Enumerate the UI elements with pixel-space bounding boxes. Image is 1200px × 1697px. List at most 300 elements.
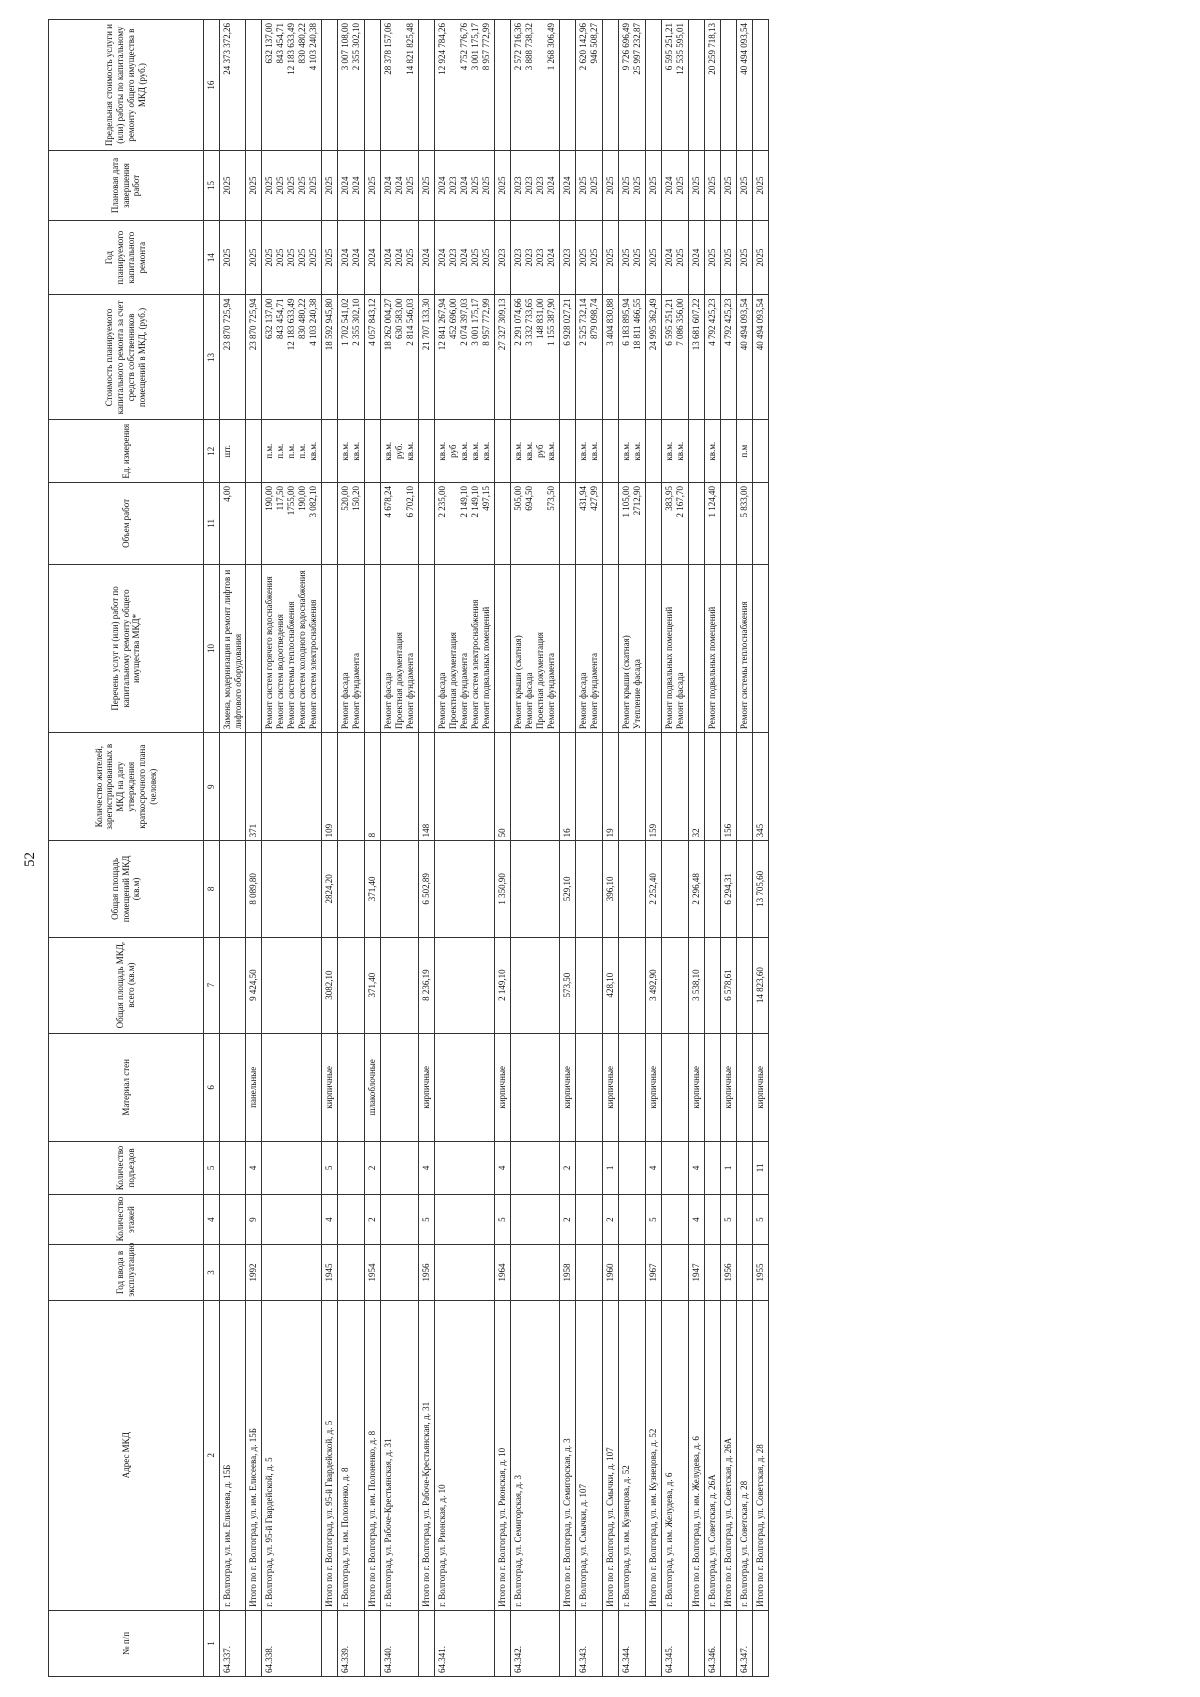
work-list-line: Ремонт фасада — [383, 672, 394, 730]
planned-year-line: 2025 — [221, 248, 232, 267]
column-header: Год ввода в эксплуатацию — [49, 1245, 204, 1300]
cost-limit — [662, 20, 689, 151]
resident-count: 32 — [689, 733, 705, 841]
work-list-line: Ремонт крыши (скатная) — [513, 635, 524, 730]
completion-date-line: 2025 — [755, 176, 766, 195]
entrance-count — [338, 1141, 365, 1194]
work-list — [603, 564, 619, 732]
unit-line: кв.м. — [524, 441, 535, 461]
cost-limit — [419, 20, 435, 151]
year-built: 1958 — [560, 1245, 576, 1300]
address: г. Волгоград, ул. Смычки, д. 107 — [576, 1300, 603, 1610]
wall-material — [262, 1033, 322, 1141]
work-volume — [322, 483, 338, 565]
completion-date-line: 2025 — [589, 176, 600, 195]
unit-line: кв.м. — [383, 441, 394, 461]
planned-year-line: 2024 — [664, 248, 675, 267]
work-list-line: Ремонт фасада — [675, 672, 686, 730]
work-volume-line: 190,00 — [297, 486, 308, 511]
wall-material: кирпичные — [753, 1033, 769, 1141]
work-list-line: Ремонт системы теплоснабжения — [286, 601, 297, 730]
work-volume — [576, 483, 603, 565]
work-volume — [662, 483, 689, 565]
floor-count — [338, 1194, 365, 1245]
unit — [262, 420, 322, 483]
address: Итого по г. Волгоград, ул. им. Полоненко, д. 8 — [365, 1300, 381, 1610]
work-list — [705, 564, 721, 732]
total-area — [381, 937, 419, 1033]
address: г. Волгоград, ул. Семигорская, д. 3 — [511, 1300, 560, 1610]
work-list-line: Ремонт систем электроснабжения — [470, 599, 481, 730]
address: Итого по г. Волгоград, ул. им. Кузнецова, д. 52 — [646, 1300, 662, 1610]
unit — [560, 420, 576, 483]
cost-limit-line: 1 268 306,49 — [546, 23, 557, 71]
planned-cost-line: 6 595 251,21 — [664, 298, 675, 346]
planned-cost-line: 24 995 362,49 — [648, 298, 659, 351]
work-list-line: Ремонт фундамента — [546, 652, 557, 730]
address: г. Волгоград, ул. 95-й Гвардейской, д. 5 — [262, 1300, 322, 1610]
unit-line: шт. — [221, 445, 232, 458]
planned-year-line: 2025 — [481, 248, 492, 267]
year-built: 1964 — [495, 1245, 511, 1300]
planned-cost-line: 40 494 093,54 — [739, 298, 750, 351]
planned-cost-line: 452 696,00 — [448, 298, 459, 339]
resident-count: 371 — [246, 733, 262, 841]
planned-cost-line: 4 792 425,23 — [723, 298, 734, 346]
planned-year-line: 2025 — [264, 248, 275, 267]
entrance-count — [576, 1141, 603, 1194]
header-row — [49, 20, 204, 1677]
premises-area: 2824,20 — [322, 841, 338, 937]
entrance-count — [435, 1141, 495, 1194]
unit-line: руб — [448, 444, 459, 458]
work-volume — [262, 483, 322, 565]
planned-year — [753, 220, 769, 295]
planned-cost-line: 4 792 425,23 — [707, 298, 718, 346]
unit — [322, 420, 338, 483]
cost-limit — [246, 20, 262, 151]
cost-limit-line: 4 752 776,76 — [459, 23, 470, 71]
unit-line: кв.м. — [513, 441, 524, 461]
address: Итого по г. Волгоград, ул. Семигорская, д. 3 — [560, 1300, 576, 1610]
year-built — [662, 1245, 689, 1300]
work-list-line: Ремонт фундамента — [459, 652, 470, 730]
column-header: Материал стен — [49, 1033, 204, 1141]
cost-limit — [365, 20, 381, 151]
completion-date-line: 2025 — [470, 176, 481, 195]
column-header: Перечень услуг и (или) работ по капитальному ремонту общего имущества МКД* — [49, 564, 204, 732]
unit-line: п.м. — [275, 443, 286, 459]
address: Итого по г. Волгоград, ул. Советская, д. 28 — [753, 1300, 769, 1610]
work-volume — [365, 483, 381, 565]
cost-limit-line: 946 508,27 — [589, 23, 600, 64]
page-number: 52 — [22, 852, 38, 867]
planned-year — [322, 220, 338, 295]
address: Итого по г. Волгоград, ул. Рионская, д. 10 — [495, 1300, 511, 1610]
floor-count: 2 — [603, 1194, 619, 1245]
resident-count: 159 — [646, 733, 662, 841]
work-volume — [705, 483, 721, 565]
planned-cost — [603, 295, 619, 420]
cost-limit-line: 4 103 240,38 — [308, 23, 319, 71]
column-header: Количество жителей, зарегистрированных в МКД на дату утверждения краткосрочного плана (человек) — [49, 733, 204, 841]
column-number: 7 — [204, 937, 220, 1033]
column-header: Ед. измерения — [49, 420, 204, 483]
premises-area — [338, 841, 365, 937]
floor-count: 5 — [721, 1194, 737, 1245]
completion-date-line: 2025 — [497, 176, 508, 195]
resident-count — [435, 733, 495, 841]
table-row — [560, 20, 576, 1677]
wall-material: кирпичные — [689, 1033, 705, 1141]
cost-limit-line: 2 355 302,10 — [351, 23, 362, 71]
completion-date — [603, 151, 619, 221]
column-number: 10 — [204, 564, 220, 732]
floor-count — [705, 1194, 721, 1245]
completion-date-line: 2024 — [394, 176, 405, 195]
row-number: 64.344. — [619, 1610, 646, 1676]
planned-year-line: 2025 — [324, 248, 335, 267]
completion-date — [262, 151, 322, 221]
cost-limit — [721, 20, 737, 151]
table-row — [737, 20, 753, 1677]
planned-year — [646, 220, 662, 295]
cost-limit — [705, 20, 721, 151]
premises-area — [381, 841, 419, 937]
table-row — [262, 20, 322, 1677]
table-row — [511, 20, 560, 1677]
work-volume-line: 150,20 — [351, 486, 362, 511]
row-number: 64.341. — [435, 1610, 495, 1676]
column-header: Общая площадь МКД, всего (кв.м) — [49, 937, 204, 1033]
work-volume-line: 2 149,10 — [459, 486, 470, 518]
floor-count: 9 — [246, 1194, 262, 1245]
year-built — [338, 1245, 365, 1300]
work-volume-line: 2 149,10 — [470, 486, 481, 518]
total-area: 428,10 — [603, 937, 619, 1033]
completion-date-line: 2025 — [248, 176, 259, 195]
unit — [419, 420, 435, 483]
completion-date — [619, 151, 646, 221]
planned-year-line: 2025 — [248, 248, 259, 267]
floor-count: 5 — [753, 1194, 769, 1245]
unit — [511, 420, 560, 483]
floor-count — [619, 1194, 646, 1245]
planned-cost-line: 27 327 309,13 — [497, 298, 508, 351]
total-area: 8 236,19 — [419, 937, 435, 1033]
wall-material — [662, 1033, 689, 1141]
entrance-count — [511, 1141, 560, 1194]
planned-cost-line: 1 702 541,02 — [340, 298, 351, 346]
work-volume — [511, 483, 560, 565]
unit — [246, 420, 262, 483]
table-row — [689, 20, 705, 1677]
resident-count — [219, 733, 246, 841]
column-header: Плановая дата завершения работ — [49, 151, 204, 221]
floor-count — [262, 1194, 322, 1245]
row-number: 64.339. — [338, 1610, 365, 1676]
planned-cost — [419, 295, 435, 420]
completion-date — [246, 151, 262, 221]
planned-year — [338, 220, 365, 295]
planned-year-line: 2025 — [723, 248, 734, 267]
work-list-line: Ремонт фасада — [578, 672, 589, 730]
wall-material: кирпичные — [495, 1033, 511, 1141]
cost-limit — [737, 20, 753, 151]
planned-year-line: 2023 — [524, 248, 535, 267]
planned-year-line: 2023 — [513, 248, 524, 267]
floor-count — [511, 1194, 560, 1245]
planned-cost — [576, 295, 603, 420]
table-row — [721, 20, 737, 1677]
planned-year-line: 2025 — [470, 248, 481, 267]
row-number: 64.343. — [576, 1610, 603, 1676]
year-built — [705, 1245, 721, 1300]
unit-line: п.м. — [297, 443, 308, 459]
cost-limit-line — [394, 23, 405, 147]
completion-date — [737, 151, 753, 221]
cost-limit-line: 843 454,71 — [275, 23, 286, 64]
row-number: 64.337. — [219, 1610, 246, 1676]
unit — [338, 420, 365, 483]
planned-cost-line: 18 592 945,80 — [324, 298, 335, 351]
planned-year-line: 2025 — [675, 248, 686, 267]
wall-material — [705, 1033, 721, 1141]
row-number — [721, 1610, 737, 1676]
completion-date — [322, 151, 338, 221]
work-volume — [381, 483, 419, 565]
planned-year — [662, 220, 689, 295]
planned-cost-line: 23 870 725,94 — [221, 298, 232, 351]
year-built: 1956 — [721, 1245, 737, 1300]
planned-year-line: 2025 — [755, 248, 766, 267]
column-header: Объем работ — [49, 483, 204, 565]
address: Итого по г. Волгоград, ул. Советская, д. 26А — [721, 1300, 737, 1610]
address: г. Волгоград, ул. Советская, д. 26А — [705, 1300, 721, 1610]
completion-date-line: 2024 — [437, 176, 448, 195]
completion-date-line: 2025 — [621, 176, 632, 195]
premises-area — [262, 841, 322, 937]
table-row — [603, 20, 619, 1677]
work-list — [419, 564, 435, 732]
work-volume-line: 5 833,00 — [739, 486, 750, 518]
completion-date-line: 2025 — [308, 176, 319, 195]
cost-limit-line: 6 595 251,21 — [664, 23, 675, 71]
row-number — [322, 1610, 338, 1676]
work-list — [495, 564, 511, 732]
planned-year-line: 2023 — [562, 248, 573, 267]
year-built: 1954 — [365, 1245, 381, 1300]
work-volume-line: 505,00 — [513, 486, 524, 511]
entrance-count — [737, 1141, 753, 1194]
completion-date-line: 2025 — [286, 176, 297, 195]
planned-cost — [737, 295, 753, 420]
premises-area — [705, 841, 721, 937]
work-list-line: Ремонт фасада — [340, 672, 351, 730]
year-built: 1945 — [322, 1245, 338, 1300]
table-row — [619, 20, 646, 1677]
column-header: № п/п — [49, 1610, 204, 1676]
unit-line: руб. — [394, 443, 405, 460]
unit — [365, 420, 381, 483]
planned-cost — [619, 295, 646, 420]
total-area — [511, 937, 560, 1033]
total-area — [219, 937, 246, 1033]
planned-cost — [435, 295, 495, 420]
planned-cost — [365, 295, 381, 420]
column-number: 1 — [204, 1610, 220, 1676]
row-number: 64.340. — [381, 1610, 419, 1676]
floor-count — [576, 1194, 603, 1245]
row-number — [560, 1610, 576, 1676]
total-area: 2 149,10 — [495, 937, 511, 1033]
wall-material: кирпичные — [322, 1033, 338, 1141]
planned-cost-line: 148 831,00 — [535, 298, 546, 339]
planned-cost-line: 879 098,74 — [589, 298, 600, 339]
column-number: 6 — [204, 1033, 220, 1141]
planned-cost-line: 18 811 466,55 — [632, 298, 643, 350]
total-area: 3 492,90 — [646, 937, 662, 1033]
work-volume — [219, 483, 246, 565]
entrance-count: 1 — [603, 1141, 619, 1194]
planned-cost-line: 13 681 607,22 — [691, 298, 702, 351]
work-list-line: Ремонт подвальных помещений — [664, 606, 675, 730]
entrance-count: 1 — [721, 1141, 737, 1194]
planned-year — [435, 220, 495, 295]
column-number: 2 — [204, 1300, 220, 1610]
resident-count: 8 — [365, 733, 381, 841]
completion-date-line: 2025 — [481, 176, 492, 195]
cost-limit-line: 20 259 718,13 — [707, 23, 718, 75]
planned-year-line: 2025 — [405, 248, 416, 267]
table-row — [419, 20, 435, 1677]
year-built: 1947 — [689, 1245, 705, 1300]
unit-line: кв.м. — [405, 441, 416, 461]
planned-year-line: 2024 — [394, 248, 405, 267]
work-volume — [753, 483, 769, 565]
premises-area — [219, 841, 246, 937]
work-list-line: Ремонт систем водоотведения — [275, 614, 286, 730]
planned-year-line: 2025 — [308, 248, 319, 267]
year-built — [262, 1245, 322, 1300]
planned-year — [619, 220, 646, 295]
premises-area: 6 294,31 — [721, 841, 737, 937]
unit-line: кв.м. — [481, 441, 492, 461]
planned-year-line: 2024 — [351, 248, 362, 267]
floor-count — [662, 1194, 689, 1245]
premises-area — [619, 841, 646, 937]
cost-limit-line: 8 957 772,99 — [481, 23, 492, 71]
total-area: 371,40 — [365, 937, 381, 1033]
completion-date-line: 2025 — [275, 176, 286, 195]
cost-limit-line: 14 821 825,48 — [405, 23, 416, 75]
work-list — [338, 564, 365, 732]
planned-cost — [560, 295, 576, 420]
work-list-line: Ремонт систем горячего водоснабжения — [264, 576, 275, 730]
planned-cost-line: 2 074 397,03 — [459, 298, 470, 346]
unit-line: кв.м. — [632, 441, 643, 461]
column-number: 3 — [204, 1245, 220, 1300]
floor-count — [737, 1194, 753, 1245]
cost-limit — [495, 20, 511, 151]
wall-material — [511, 1033, 560, 1141]
cost-limit — [338, 20, 365, 151]
completion-date-line: 2024 — [340, 176, 351, 195]
work-volume-line: 1755,00 — [286, 486, 297, 516]
entrance-count: 4 — [646, 1141, 662, 1194]
row-number — [246, 1610, 262, 1676]
planned-cost-line: 23 870 725,94 — [248, 298, 259, 351]
work-list — [435, 564, 495, 732]
table-row — [322, 20, 338, 1677]
planned-cost-line: 12 183 633,49 — [286, 298, 297, 351]
total-area: 14 823,60 — [753, 937, 769, 1033]
work-volume — [435, 483, 495, 565]
resident-count: 16 — [560, 733, 576, 841]
table-row — [705, 20, 721, 1677]
completion-date — [365, 151, 381, 221]
resident-count: 156 — [721, 733, 737, 841]
unit-line: кв.м. — [546, 441, 557, 461]
completion-date — [560, 151, 576, 221]
planned-cost — [705, 295, 721, 420]
resident-count — [705, 733, 721, 841]
planned-cost — [646, 295, 662, 420]
work-volume-line: 2 235,00 — [437, 486, 448, 518]
unit-line: п.м. — [264, 443, 275, 459]
work-list — [511, 564, 560, 732]
cost-limit-line: 9 726 696,49 — [621, 23, 632, 71]
completion-date — [495, 151, 511, 221]
cost-limit-line: 28 378 157,06 — [383, 23, 394, 75]
address: г. Волгоград, ул. им. Елисеева, д. 15Б — [219, 1300, 246, 1610]
planned-year-line: 2025 — [286, 248, 297, 267]
work-volume-line: 1 124,40 — [707, 486, 718, 518]
work-volume-line: 694,50 — [524, 486, 535, 511]
table-row — [338, 20, 365, 1677]
table-body — [219, 20, 769, 1677]
planned-cost-line: 630 583,00 — [394, 298, 405, 339]
entrance-count — [262, 1141, 322, 1194]
cost-limit-line: 3 001 175,17 — [470, 23, 481, 71]
resident-count — [662, 733, 689, 841]
work-list — [365, 564, 381, 732]
resident-count — [576, 733, 603, 841]
unit — [646, 420, 662, 483]
resident-count — [737, 733, 753, 841]
work-list-line: Ремонт фундамента — [405, 652, 416, 730]
planned-cost-line: 3 332 733,65 — [524, 298, 535, 346]
row-number — [646, 1610, 662, 1676]
resident-count — [619, 733, 646, 841]
address: г. Волгоград, ул. им. Полоненко, д. 8 — [338, 1300, 365, 1610]
planned-year-line: 2025 — [578, 248, 589, 267]
work-volume-line: 1 105,00 — [621, 486, 632, 518]
entrance-count — [619, 1141, 646, 1194]
planned-year — [576, 220, 603, 295]
completion-date — [381, 151, 419, 221]
planned-year-line: 2025 — [297, 248, 308, 267]
completion-date — [219, 151, 246, 221]
planned-year-line: 2025 — [707, 248, 718, 267]
cost-limit — [322, 20, 338, 151]
unit-line: кв.м. — [578, 441, 589, 461]
planned-year-line: 2024 — [546, 248, 557, 267]
unit-line: кв.м. — [351, 441, 362, 461]
entrance-count — [381, 1141, 419, 1194]
table-row — [246, 20, 262, 1677]
planned-year-line: 2024 — [340, 248, 351, 267]
